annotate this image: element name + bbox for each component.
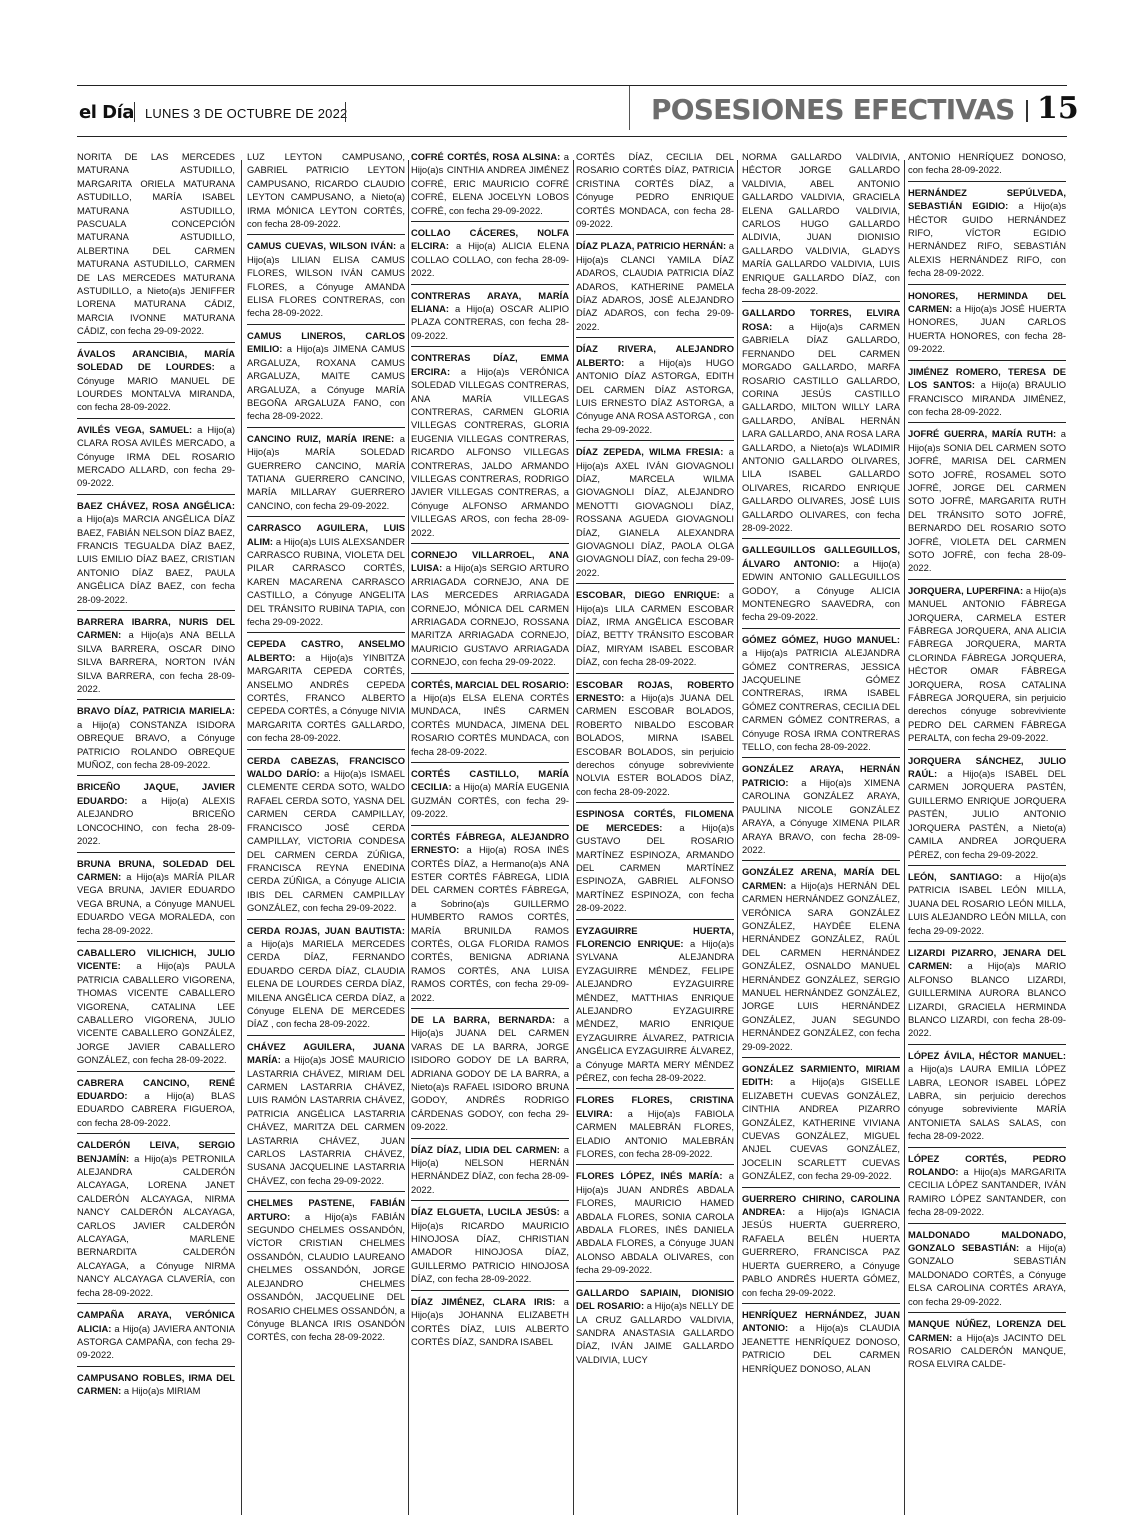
- decedent-name: BRAVO DÍAZ, PATRICIA MARIELA:: [77, 705, 235, 717]
- decedent-name: CONTRERAS ARAYA, MARÍA ELIANA:: [411, 289, 569, 315]
- notice-text: a Hijo(a)s XIMENA CAROLINA GONZÁLEZ ARAYA, PAULINA NICOLE GONZÁLEZ ARAYA, a Cónyuge XIMENA PILAR ARAYA BRAVO, con fecha 28-09-2022.: [742, 776, 900, 855]
- notice-text: a Hijo(a)s JUANA DEL CARMEN VARAS DE LA BARRA, JORGE ISIDORO GODOY DE LA BARRA, ADRIANA GODOY DE LA BARRA, a Nieto(a)s RAFAEL ISIDORO BRUNA GODOY, ANDRÉS RODRIGO CÁRDENAS GODOY, con fecha 29-09-2022.: [411, 1013, 569, 1133]
- notice-text: a Hijo(a)s VERÓNICA SOLEDAD VILLEGAS CONTRERAS, ANA MARÍA VILLEGAS CONTRERAS, CARMEN GLORIA VILLEGAS CONTRERAS, GLORIA EUGENIA VILLEGAS CONTRERAS, RICARDO ALFONSO VILLEGAS CONTRERAS, JALDO ARMANDO VILLEGAS CONTRERAS, RODRIGO JAVIER VILLEGAS CONTRERAS, a Cónyuge ALFONSO ARMANDO VILLEGAS AROS, con fecha 28-09-2022.: [411, 365, 569, 538]
- notice-entry: [411, 548, 569, 674]
- decedent-name: MANQUE NÚÑEZ, LORENZA DEL CARMEN:: [908, 1318, 1066, 1343]
- notice-text: a Hijo(a)s MIRIAM: [121, 1385, 201, 1397]
- notice-text: a Hijo(a)s MARIELA MERCEDES CERDA DÍAZ, FERNANDO EDUARDO CERDA DÍAZ, CLAUDIA ELENA DE LOURDES CERDA DÍAZ, MILENA ANGÉLICA CERDA DÍAZ, a Cónyuge ELENA DE MERCEDES DÍAZ , con fecha 28-09-2022.: [247, 937, 405, 1030]
- decedent-name: JORQUERA, LUPERFINA:: [908, 584, 1024, 596]
- notice-entry: [742, 150, 900, 302]
- notice-entry: [77, 615, 235, 700]
- notice-entry: [576, 924, 734, 1090]
- notice-text: a Hijo(a)s ISMAEL CLEMENTE CERDA SOTO, WALDO RAFAEL CERDA SOTO, YASNA DEL CARMEN CERDA CAMPILLAY, FRANCISCO JOSÉ CERDA CAMPILLAY, VICTORIA CONDESA DEL CARMEN CERDA ZÚÑIGA, FRANCISCA REYNA ENEDINA CERDA ZÚÑIGA, a Cónyuge ALICIA IBIS DEL CARMEN CAMPILLAY GONZÁLEZ, con fecha 29-09-2022.: [247, 768, 405, 914]
- notice-text: NORMA GALLARDO VALDIVIA, HÉCTOR JORGE GALLARDO VALDIVIA, ABEL ANTONIO GALLARDO VALDIVIA, GRACIELA ELENA GALLARDO VALDIVIA, CARLOS HUGO GALLARDO ALDIVIA, JUAN DIONISIO GALLARDO VALDIVIA, GLADYS MARÍA GALLARDO VALDIVIA, LUIS ENRIQUE GALLARDO DÍAZ, con fecha 28-09-2022.: [742, 151, 900, 297]
- column-rule: [573, 160, 574, 1515]
- page-header: [77, 90, 1079, 134]
- notice-entry: [908, 584, 1066, 750]
- notice-entry: [77, 150, 235, 343]
- decedent-name: CERDA ROJAS, JUAN BAUTISTA:: [247, 924, 405, 936]
- notice-entry: [576, 678, 734, 804]
- notice-entry: [411, 1295, 569, 1353]
- decedent-name: ESPINOSA CORTÉS, FILOMENA DE MERCEDES:: [576, 808, 734, 833]
- notice-text: a Hijo(a)s JOHANNA ELIZABETH CORTÉS DÍAZ, LUIS ALBERTO CORTÉS DÍAZ, SANDRA ISABEL: [411, 1295, 569, 1347]
- notice-text: a Hijo(a)s LAURA EMILIA LÓPEZ LABRA, LEONOR ISABEL LÓPEZ LABRA, sin perjuicio derechos cónyuge sobreviviente MARÍA ANTONIETA SALAS SALAS, con fecha 28-09-2022.: [908, 1063, 1066, 1142]
- decedent-name: BARRERA IBARRA, NURIS DEL CARMEN:: [77, 616, 235, 641]
- notice-entry: [742, 1192, 900, 1304]
- notice-text: a Hijo(a)s JACINTO DEL ROSARIO CALDERÓN MANQUE, ROSA ELVIRA CALDE-: [908, 1331, 1066, 1370]
- notice-entry: [247, 521, 405, 633]
- decedent-name: BAEZ CHÁVEZ, ROSA ANGÉLICA:: [77, 499, 235, 511]
- notice-text: CORTÉS DÍAZ, CECILIA DEL ROSARIO CORTÉS DÍAZ, PATRICIA CRISTINA CORTÉS DÍAZ, a Cónyuge PEDRO ENRIQUE CORTÉS MONDACA, con fecha 28-09-2022.: [576, 151, 734, 230]
- notice-text: a Hijo(a)s SERGIO ARTURO ARRIAGADA CORNEJO, ANA DE LAS MERCEDES ARRIAGADA CORNEJO, MÓNICA DEL CARMEN ARRIAGADA CORNEJO, ROSSANA MARITZA ARRIAGADA CORNEJO, MAURICIO GUSTAVO ARRIAGADA CORNEJO, con fecha 29-09-2022.: [411, 562, 569, 668]
- notice-text: a Hijo(a) ALICIA ELENA COLLAO COLLAO, con fecha 28-09-2022.: [411, 240, 569, 279]
- decedent-name: DÍAZ ELGUETA, LUCILA JESÚS:: [411, 1206, 560, 1218]
- decedent-name: LÓPEZ ÁVILA, HÉCTOR MANUEL:: [908, 1049, 1066, 1061]
- notice-entry: [247, 329, 405, 428]
- notice-entry: [247, 150, 405, 235]
- decedent-name: CAMPAÑA ARAYA, VERÓNICA ALICIA:: [77, 1309, 235, 1334]
- column-6: [908, 150, 1066, 1520]
- decedent-name: CORTÉS FÁBREGA, ALEJANDRO ERNESTO:: [411, 830, 569, 856]
- notice-entry: [247, 1040, 405, 1192]
- decedent-name: GONZÁLEZ ARENA, MARÍA DEL CARMEN:: [742, 866, 900, 891]
- notice-text: a Hijo(a)s CLAUDIA JEANETTE HENRÍQUEZ DONOSO, PATRICIO DEL CARMEN HENRÍQUEZ DONOSO, ALAN: [742, 1322, 900, 1374]
- issue-date: LUNES 3 DE OCTUBRE DE 2022: [145, 106, 348, 121]
- notice-entry: [247, 432, 405, 517]
- notice-text: a Hijo(a) ROSA INÉS CORTÉS DÍAZ, a Hermano(a)s ANA ESTER CORTÉS FÁBREGA, LIDIA DEL CARMEN CORTÉS FÁBREGA, a Sobrino(a)s GUILLERMO HUMBERTO RAMOS CORTÉS, MARÍA BRUNILDA RAMOS CORTÉS, OLGA FLORIDA RAMOS CORTÉS, BENIGNA ADRIANA RAMOS CORTÉS, ANA LUISA RAMOS CORTÉS, con fecha 29-09-2022.: [411, 844, 569, 1003]
- decedent-name: CORNEJO VILLARROEL, ANA LUISA:: [411, 548, 569, 574]
- notice-entry: [576, 150, 734, 235]
- notice-text: a Hijo(a)s JIMENA CAMUS ARGALUZA, ROXANA CAMUS ARGALUZA, MAITE CAMUS ARGALUZA, a Cónyuge MARÍA BEGOÑA ARGALUZA FANO, con fecha 28-09-2022.: [247, 343, 405, 422]
- notice-text: a Hijo(a)s FABIOLA CARMEN MALEBRÁN FLORES, ELADIO ANTONIO MALEBRÁN FLORES, con fecha 28-09-2022.: [576, 1107, 734, 1160]
- notice-entry: [77, 347, 235, 419]
- notice-entry: [77, 780, 235, 852]
- notice-entry: [908, 289, 1066, 361]
- decedent-name: CHELMES PASTENE, FABIÁN ARTURO:: [247, 1197, 405, 1222]
- decedent-name: CORTÉS, MARCIAL DEL ROSARIO:: [411, 678, 569, 690]
- notice-text: a Hijo(a)s PETRONILA ALEJANDRA CALDERÓN ALCAYAGA, LORENA JANET CALDERÓN ALCAYAGA, NIRMA NANCY CALDERÓN ALCAYAGA, CARLOS JAVIER CALDERÓN ALCAYAGA, MARLENE BERNARDITA CALDERÓN ALCAYAGA, a Cónyuge NIRMA NANCY ALCAYAGA CLAVERÍA, con fecha 28-09-2022.: [77, 1152, 235, 1298]
- notice-entry: [411, 150, 569, 222]
- column-2: [247, 150, 405, 1520]
- notice-entry: [77, 1308, 235, 1367]
- notice-text: a Hijo(a) MARÍA EUGENIA GUZMÁN CORTÉS, con fecha 29- 09-2022.: [411, 781, 569, 820]
- notice-text: a Hijo(a) JAVIERA ANTONIA ASTORGA CAMPAÑA, con fecha 29-09-2022.: [77, 1322, 235, 1361]
- notice-text: a Hijo(a)s PATRICIA ISABEL LEÓN MILLA, JUANA DEL ROSARIO LEÓN MILLA, LUIS ALEJANDRO LEÓN MILLA, con fecha 29-09-2022.: [908, 870, 1066, 936]
- notice-entry: [411, 1205, 569, 1290]
- notice-entry: [742, 762, 900, 861]
- decedent-name: DE LA BARRA, BERNARDA:: [411, 1013, 556, 1025]
- decedent-name: LEÓN, SANTIAGO:: [908, 870, 1003, 882]
- decedent-name: FLORES LÓPEZ, INÉS MARÍA:: [576, 1170, 723, 1182]
- decedent-name: GUERRERO CHIRINO, CAROLINA ANDREA:: [742, 1192, 900, 1218]
- decedent-name: CAMUS CUEVAS, WILSON IVÁN:: [247, 240, 397, 252]
- notice-entry: [411, 830, 569, 1009]
- decedent-name: CAMPUSANO ROBLES, IRMA DEL CARMEN:: [77, 1371, 235, 1397]
- notice-entry: [576, 807, 734, 919]
- notice-text: a Hijo(a)s GUSTAVO DEL ROSARIO MARTÍNEZ ESPINOZA, ARMANDO DEL CARMEN MARTÍNEZ ESPINOZA, GABRIEL ALFONSO MARTÍNEZ ESPINOZA, con fecha 28-09-2022.: [576, 821, 734, 914]
- column-1: [77, 150, 235, 1520]
- notice-text: a Hijo(a)s SONIA DEL CARMEN SOTO JOFRÉ, MARISA DEL CARMEN SOTO JOFRÉ, ROSAMEL SOTO JOFRÉ, JORGE DEL CARMEN SOTO JOFRÉ, MARGARITA RUTH DEL TRÁNSITO SOTO JOFRÉ, BERNARDO DEL ROSARIO SOTO JOFRÉ, VIOLETA DEL CARMEN SOTO JOFRÉ, con fecha 28-09-2022.: [908, 428, 1066, 574]
- notice-entry: [742, 1308, 900, 1379]
- column-4: [576, 150, 734, 1520]
- decedent-name: EYZAGUIRRE HUERTA, FLORENCIO ENRIQUE:: [576, 924, 734, 949]
- notice-text: a Hijo(a)s JUANA DEL CARMEN ESCOBAR BOLADOS, ROBERTO NIBALDO ESCOBAR BOLADOS, MIRNA ISABEL ESCOBAR BOLADOS, sin perjuicio derechos cónyuge sobreviviente NOLVIA ESTER BOLADOS DÍAZ, con fecha 28-09-2022.: [576, 692, 734, 797]
- decedent-name: FLORES FLORES, CRISTINA ELVIRA:: [576, 1094, 734, 1119]
- notice-text: a Hijo(a) EDWIN ANTONIO GALLEGUILLOS GODOY, a Cónyuge ALICIA MONTENEGRO SAAVEDRA, con fecha 29-09-2022.: [742, 557, 900, 623]
- notice-entry: [247, 754, 405, 920]
- notice-entry: [908, 1228, 1066, 1313]
- notice-text: a Hijo(a)s MARÍA SOLEDAD GUERRERO CANCINO, MARÍA TATIANA GUERRERO CANCINO, MARÍA MILLARAY GUERRERO CANCINO, con fecha 29-09-2022.: [247, 432, 405, 511]
- column-3: [411, 150, 569, 1520]
- decedent-name: CANCINO RUIZ, MARÍA IRENE:: [247, 432, 395, 444]
- notice-entry: [908, 150, 1066, 182]
- decedent-name: LÓPEZ CORTÉS, PEDRO ROLANDO:: [908, 1152, 1066, 1178]
- notice-entry: [411, 351, 569, 544]
- header-rule: [77, 136, 1067, 137]
- decedent-name: ESCOBAR, DIEGO ENRIQUE:: [576, 589, 720, 601]
- notice-entry: [77, 704, 235, 776]
- decedent-name: LIZARDI PIZARRO, JENARA DEL CARMEN:: [908, 946, 1066, 972]
- decedent-name: ESCOBAR ROJAS, ROBERTO ERNESTO:: [576, 678, 734, 704]
- decedent-name: AVILÉS VEGA, SAMUEL:: [77, 423, 193, 435]
- notice-entry: [77, 423, 235, 495]
- newspaper-logo: el Día: [79, 102, 134, 123]
- notice-text: a Hijo(a)s JUAN ANDRÉS ABDALA FLORES, MAURICIO HAMED ABDALA FLORES, SONIA CAROLA ABDALA FLORES, INÉS DANIELA ABDALA FLORES, a Cónyuge JUAN ALONSO ABDALA OLIVARES, con fecha 29-09-2022.: [576, 1170, 734, 1276]
- decedent-name: GONZÁLEZ SARMIENTO, MIRIAM EDITH:: [742, 1063, 900, 1088]
- decedent-name: CARRASCO AGUILERA, LUIS ALIM:: [247, 522, 405, 547]
- decedent-name: CABALLERO VILICHICH, JULIO VICENTE:: [77, 946, 235, 972]
- notice-entry: [411, 678, 569, 763]
- notice-entry: [77, 499, 235, 611]
- notice-entry: [908, 427, 1066, 579]
- notice-text: a Hijo(a)s FABIÁN SEGUNDO CHELMES OSSANDÓN, VÍCTOR CRISTIAN CHELMES OSSANDÓN, CLAUDIO LAUREANO CHELMES OSSANDÓN, JORGE ALEJANDRO CHELMES OSSANDÓN, JACQUELINE DEL ROSARIO CHELMES OSSANDÓN, a Cónyuge BLANCA IRIS OSANDÓN CORTÉS, con fecha 28-09-2022.: [247, 1210, 405, 1343]
- notice-text: a Hijo(a)s MARÍA PILAR VEGA BRUNA, JAVIER EDUARDO VEGA BRUNA, a Cónyuge MANUEL EDUARDO VEGA MORALEDA, con fecha 28-09-2022.: [77, 870, 235, 936]
- decedent-name: MALDONADO MALDONADO, GONZALO SEBASTIÁN:: [908, 1228, 1066, 1254]
- notice-entry: [247, 637, 405, 749]
- notice-text: a Hijo(a)s LILIAN ELISA CAMUS FLORES, WILSON IVÁN CAMUS FLORES, a Cónyuge AMANDA ELISA FLORES CONTRERAS, con fecha 28-09-2022.: [247, 240, 405, 319]
- notice-text: a Hijo(a) OSCAR ALIPIO PLAZA CONTRERAS, con fecha 28-09-2022.: [411, 303, 569, 341]
- decedent-name: GALLARDO SAPIAIN, DIONISIO DEL ROSARIO:: [576, 1286, 734, 1312]
- notice-text: a Hijo(a)s CLANCI YAMILA DÍAZ ADAROS, CLAUDIA PATRICIA DÍAZ ADAROS, KATHERINE PAMELA DÍAZ ADAROS, JOSÉ ALEJANDRO DÍAZ ADAROS, con fecha 29-09-2022.: [576, 240, 734, 332]
- notice-entry: [247, 239, 405, 324]
- page-number-separator: [1026, 100, 1028, 122]
- notice-text: a Hijo(a)s GISELLE ELIZABETH CUEVAS GONZÁLEZ, CINTHIA ANDREA PIZARRO GONZÁLEZ, KATHERINE VIVIANA CUEVAS GONZÁLEZ, MIGUEL ANJEL CUEVAS GONZÁLEZ, JOCELIN SCARLETT CUEVAS GONZÁLEZ, con fecha 29-09-2022.: [742, 1076, 900, 1182]
- notice-text: a Hijo(a) CLARA ROSA AVILÉS MERCADO, a Cónyuge IRMA DEL ROSARIO MERCADO ALLARD, con fecha 29-09-2022.: [77, 423, 235, 489]
- column-rule: [241, 160, 242, 1515]
- notice-entry: [411, 1143, 569, 1202]
- decedent-name: CONTRERAS DÍAZ, EMMA ERCIRA:: [411, 352, 569, 377]
- decedent-name: JORQUERA SÁNCHEZ, JULIO RAÚL:: [908, 754, 1066, 780]
- notice-entry: [411, 226, 569, 285]
- notice-text: a Hijo(a) ALEXIS ALEJANDRO BRICEÑO LONCOCHINO, con fecha 28-09-2022.: [77, 794, 235, 847]
- decedent-name: JOFRÉ GUERRA, MARÍA RUTH:: [908, 428, 1057, 440]
- notice-text: a Hijo(a)s MARCIA ANGÉLICA DÍAZ BAEZ, FABIÁN NELSON DÍAZ BAEZ, FRANCIS TEGUALDA DÍAZ BAEZ, LUIS EMILIO DÍAZ BAEZ, CRISTIAN ANTONIO DÍAZ BAEZ, PAULA ANGÉLICA DÍAZ BAEZ, con fecha 28-09-2022.: [77, 513, 235, 605]
- notice-entry: [411, 1013, 569, 1139]
- header-divider: [629, 86, 630, 130]
- notice-entry: [908, 186, 1066, 285]
- notice-entry: [247, 1196, 405, 1347]
- decedent-name: CAMUS LINEROS, CARLOS EMILIO:: [247, 329, 405, 355]
- notice-entry: [742, 633, 900, 759]
- notice-text: a Hijo(a)s NELLY DE LA CRUZ GALLARDO VALDIVIA, SANDRA ANASTASIA GALLARDO DÍAZ, IVÁN JAIME GALLARDO VALDIVIA, LUCY: [576, 1300, 734, 1365]
- notice-entry: [576, 1093, 734, 1165]
- notice-entry: [742, 306, 900, 539]
- notice-text: a Hijo(a)s MARIO ALFONSO BLANCO LIZARDI, GUILLERMINA AURORA BLANCO LIZARDI, GRACIELA HERMINDA BLANCO LIZARDI, con fecha 28-09-2022.: [908, 960, 1066, 1039]
- decedent-name: GALLARDO TORRES, ELVIRA ROSA:: [742, 307, 900, 332]
- notice-text: NORITA DE LAS MERCEDES MATURANA ASTUDILLO, MARGARITA ORIELA MATURANA ASTUDILLO, MARÍA ISABEL MATURANA ASTUDILLO, PASCUALA CONCEPCIÓN MATURANA ASTUDILLO, ALBERTINA DEL CARMEN MATURANA ASTUDILLO, CARMEN DE LAS MERCEDES MATURANA ASTUDILLO, a Nieto(a)s JENIFFER LORENA MATURANA CÁDIZ, MARCIA IVONNE MATURANA CÁDIZ, con fecha 29-09-2022.: [77, 151, 235, 337]
- decedent-name: COFRÉ CORTÉS, ROSA ALSINA:: [411, 151, 561, 162]
- notice-text: a Hijo(a)s ELSA ELENA CORTÉS MUNDACA, INÉS CARMEN CORTÉS MUNDACA, JIMENA DEL ROSARIO CORTÉS MUNDACA, con fecha 28-09-2022.: [411, 692, 569, 757]
- decedent-name: ÁVALOS ARANCIBIA, MARÍA SOLEDAD DE LOURDES:: [77, 347, 235, 373]
- notice-text: a Hijo(a) GONZALO SEBASTIÁN MALDONADO CORTÉS, a Cónyuge ELSA CAROLINA CORTÉS ARAYA, con fecha 29-09-2022.: [908, 1242, 1066, 1307]
- notice-text: a Hijo(a)s MANUEL ANTONIO FÁBREGA JORQUERA, CARMELA ESTER FÁBREGA JORQUERA, ANA ALICIA FÁBREGA JORQUERA, MARTA CLORINDA FÁBREGA JORQUERA, HÉCTOR OMAR FÁBREGA JORQUERA, ROSA CATALINA FÁBREGA JORQUERA, sin perjuicio derechos cónyuge sobreviviente PEDRO DEL CARMEN FÁBREGA PERALTA, con fecha 29-09-2022.: [908, 584, 1066, 744]
- notice-entry: [247, 924, 405, 1036]
- decedent-name: CABRERA CANCINO, RENÉ EDUARDO:: [77, 1076, 235, 1101]
- notice-entry: [77, 1371, 235, 1402]
- notice-entry: [411, 767, 569, 826]
- notice-text: a Hijo(a)s MARGARITA CECILIA LÓPEZ SANTANDER, IVÁN RAMIRO LÓPEZ SANTANDER, con fecha 28-09-2022.: [908, 1166, 1066, 1218]
- notice-entry: [77, 946, 235, 1072]
- notice-entry: [742, 543, 900, 628]
- section-title: POSESIONES EFECTIVAS: [651, 93, 1015, 126]
- notice-text: a Hijo(a)s LILA CARMEN ESCOBAR DÍAZ, IRMA ANGÉLICA ESCOBAR DÍAZ, BETTY TRÁNSITO ESCOBAR DÍAZ, MIRYAM ISABEL ESCOBAR DÍAZ, con fecha 28-09-2022.: [576, 589, 734, 668]
- column-5: [742, 150, 900, 1520]
- notice-text: a Hijo(a)s SYLVANA ALEJANDRA EYZAGUIRRE MÉNDEZ, FELIPE ALEJANDRO EYZAGUIRRE MÉNDEZ, MATTHIAS ENRIQUE ALEJANDRO EYZAGUIRRE MÉNDEZ, MARIO ENRIQUE EYZAGUIRRE ÁLVAREZ, PATRICIA ANGÉLICA EYZAGUIRRE ÁLVAREZ, a Cónyuge MARTA MERY MÉNDEZ PÉREZ, con fecha 28-09-2022.: [576, 937, 734, 1083]
- column-rule: [904, 160, 905, 1515]
- header-separator: [134, 102, 135, 122]
- decedent-name: JIMÉNEZ ROMERO, TERESA DE LOS SANTOS:: [908, 365, 1066, 391]
- notice-text: a Hijo(a) BLAS EDUARDO CABRERA FIGUEROA, con fecha 28-09-2022.: [77, 1090, 235, 1128]
- decedent-name: DÍAZ JIMÉNEZ, CLARA IRIS:: [411, 1295, 556, 1307]
- decedent-name: BRICEÑO JAQUE, JAVIER EDUARDO:: [77, 781, 235, 806]
- header-separator: [345, 102, 346, 122]
- notice-entry: [908, 1049, 1066, 1148]
- notice-text: a Hijo(a)s IGNACIA JESÚS HUERTA GUERRERO, RAFAELA BELÉN HUERTA GUERRERO, FRANCISCA PAZ HUERTA GUERRERO, a Cónyuge PABLO ANDRÉS HUERTA GÓMEZ, con fecha 29-09-2022.: [742, 1206, 900, 1298]
- notice-entry: [908, 870, 1066, 942]
- notice-text: a Hijo(a)s CARMEN GABRIELA DÍAZ GALLARDO, FERNANDO DEL CARMEN MORGADO GALLARDO, MARFA ROSARIO CASTILLO GALLARDO, CORINA JESÚS CASTILLO GALLARDO, MILTON WILLY LARA GALLARDO, ANÍBAL HERNÁN LARA GALLARDO, ANA ROSA LARA GALLARDO, a Nieto(a)s WLADIMIR ANTONIO GALLARDO OLIVARES, LILA ISABEL GALLARDO OLIVARES, RICARDO ENRIQUE GALLARDO OLIVARES, JOSÉ LUIS GALLARDO OLIVARES, con fecha 28-09-2022.: [742, 320, 900, 533]
- notice-text: a Hijo(a)s CINTHIA ANDREA JIMÉNEZ COFRÉ, ERIC MAURICIO COFRÉ COFRÉ, ELENA JOCELYN LOBOS COFRÉ, con fecha 29-09-2022.: [411, 151, 569, 216]
- notice-entry: [742, 865, 900, 1058]
- notice-text: a Hijo(a)s JOSÉ HUERTA HONORES, JUAN CARLOS HUERTA HONORES, con fecha 28-09-2022.: [908, 303, 1066, 355]
- notice-entry: [908, 754, 1066, 866]
- notice-entry: [77, 857, 235, 942]
- decedent-name: HERNÁNDEZ SEPÚLVEDA, SEBASTIÁN EGIDIO:: [908, 186, 1066, 212]
- notice-entry: [576, 342, 734, 441]
- notice-text: a Hijo(a)s RICARDO MAURICIO HINOJOSA DÍAZ, CHRISTIAN AMADOR HINOJOSA DÍAZ, GUILLERMO PATRICIO HINOJOSA DÍAZ, con fecha 28-09-2022.: [411, 1206, 569, 1285]
- notice-text: a Hijo(a)s HUGO ANTONIO DÍAZ ASTORGA, EDITH DEL CARMEN DÍAZ ASTORGA, LUIS ERNESTO DÍAZ ASTORGA, a Cónyuge ANA ROSA ASTORGA , con fecha 29-09-2022.: [576, 356, 734, 435]
- notice-entry: [908, 946, 1066, 1045]
- decedent-name: CHÁVEZ AGUILERA, JUANA MARÍA:: [247, 1040, 405, 1066]
- column-rule: [408, 160, 409, 1515]
- notice-text: a Cónyuge MARIO MANUEL DE LOURDES MONTALVA MIRANDA, con fecha 28-09-2022.: [77, 361, 235, 413]
- decedent-name: COLLAO CÁCERES, NOLFA ELCIRA:: [411, 227, 569, 252]
- decedent-name: CERDA CABEZAS, FRANCISCO WALDO DARÍO:: [247, 754, 405, 780]
- notice-text: a Hijo(a)s ISABEL DEL CARMEN JORQUERA PASTÉN, GUILLERMO ENRIQUE JORQUERA PASTÉN, JULIO ANTONIO JORQUERA PASTÉN, a Nieto(a) CAMILA ANDREA JORQUERA PÉREZ, con fecha 29-09-2022.: [908, 768, 1066, 860]
- notice-entry: [576, 445, 734, 584]
- notice-text: a Hijo(a)s AXEL IVÁN GIOVAGNOLI DÍAZ, MARCELA WILMA GIOVAGNOLI DÍAZ, ALEJANDRO MENOTTI GIOVAGNOLI DÍAZ, ROSSANA AGUEDA GIOVAGNOLI DÍAZ, GIANELA ALEXANDRA GIOVAGNOLI DÍAZ, PAOLA OLGA GIOVAGNOLI DÍAZ, con fecha 29-09-2022.: [576, 446, 734, 578]
- notice-entry: [576, 239, 734, 338]
- decedent-name: CEPEDA CASTRO, ANSELMO ALBERTO:: [247, 638, 405, 663]
- decedent-name: DÍAZ ZEPEDA, WILMA FRESIA:: [576, 446, 724, 458]
- notice-entry: [77, 1076, 235, 1135]
- notice-entry: [908, 1317, 1066, 1375]
- notice-entry: [576, 1169, 734, 1281]
- page-number: 15: [1037, 91, 1079, 126]
- notice-text: a Hijo(a)s PAULA PATRICIA CABALLERO VIGORENA, THOMAS VICENTE CABALLERO VIGORENA, CATALINA LEE CABALLERO VIGORENA, JULIO VICENTE CABALLERO GONZÁLEZ, JORGE JAVIER CABALLERO GONZÁLEZ, con fecha 28-09-2022.: [77, 960, 235, 1066]
- notice-entry: [908, 1152, 1066, 1224]
- notice-text: a Hijo(a)s HERNÁN DEL CARMEN HERNÁNDEZ GONZÁLEZ, VERÓNICA SARA GONZÁLEZ GONZÁLEZ, HAYDÉE ELENA HERNÁNDEZ GONZÁLEZ, RAÚL DEL CARMEN HERNÁNDEZ GONZÁLEZ, OSNALDO MANUEL HERNÁNDEZ GONZÁLEZ, SERGIO MANUEL HERNÁNDEZ GONZÁLEZ, JORGE LUIS HERNÁNDEZ GONZÁLEZ, JUAN SEGUNDO HERNÁNDEZ GONZÁLEZ, con fecha 29-09-2022.: [742, 879, 900, 1052]
- notice-text: a Hijo(a)s YINBITZA MARGARITA CEPEDA CORTÉS, ANSELMO ANDRÉS CEPEDA CORTÉS, FRANCO ALBERTO CEPEDA CORTÉS, a Cónyuge NIVIA MARGARITA CORTÉS GALLARDO, con fecha 28-09-2022.: [247, 651, 405, 744]
- notice-entry: [77, 1138, 235, 1304]
- top-rule: [77, 85, 1067, 86]
- column-rule: [737, 160, 738, 1515]
- decedent-name: BRUNA BRUNA, SOLEDAD DEL CARMEN:: [77, 857, 235, 882]
- notice-text: a Hijo(a)s HÉCTOR GUIDO HERNÁNDEZ RIFO, VÍCTOR EGIDIO HERNÁNDEZ RIFO, SEBASTIÁN ALEXIS HERNÁNDEZ RIFO, con fecha 28-09-2022.: [908, 200, 1066, 279]
- decedent-name: CORTÉS CASTILLO, MARÍA CECILIA:: [411, 768, 569, 793]
- decedent-name: DÍAZ PLAZA, PATRICIO HERNÁN:: [576, 240, 727, 252]
- notice-entry: [576, 588, 734, 673]
- decedent-name: GONZÁLEZ ARAYA, HERNÁN PATRICIO:: [742, 763, 900, 788]
- notice-entry: [411, 289, 569, 348]
- decedent-name: GÓMEZ GÓMEZ, HUGO MANUEL:: [742, 633, 900, 645]
- decedent-name: CALDERÓN LEIVA, SERGIO BENJAMÍN:: [77, 1139, 235, 1164]
- notice-text: a Hijo(a) BRAULIO FRANCISCO MIRANDA JIMÉNEZ, con fecha 28-09-2022.: [908, 379, 1066, 417]
- notice-text: a Hijo(a)s ANA BELLA SILVA BARRERA, OSCAR DINO SILVA BARRERA, NORTON IVÁN SILVA BARRERA, con fecha 28-09-2022.: [77, 629, 235, 695]
- notice-text: a Hijo(a)s LUIS ALEXSANDER CARRASCO RUBINA, VIOLETA DEL PILAR CARRASCO CORTÉS, KAREN MACARENA CARRASCO CASTILLO, a Cónyuge ANGELITA DEL TRÁNSITO RUBINA TAPIA, con fecha 29-09-2022.: [247, 535, 405, 627]
- notice-entry: [908, 365, 1066, 424]
- decedent-name: HONORES, HERMINDA DEL CARMEN:: [908, 289, 1066, 315]
- notice-entry: [576, 1286, 734, 1370]
- notice-columns: [77, 150, 1067, 1520]
- decedent-name: DÍAZ RIVERA, ALEJANDRO ALBERTO:: [576, 343, 734, 368]
- notice-text: LUZ LEYTON CAMPUSANO, GABRIEL PATRICIO LEYTON CAMPUSANO, RICARDO CLAUDIO LEYTON CAMPUSANO, a Nieto(a) IRMA MÓNICA LEYTON CORTÉS, con fecha 28-09-2022.: [247, 151, 405, 230]
- notice-text: ANTONIO HENRÍQUEZ DONOSO, con fecha 28-09-2022.: [908, 151, 1066, 176]
- notice-text: a Hijo(a) CONSTANZA ISIDORA OBREQUE BRAVO, a Cónyuge PATRICIO ROLANDO OBREQUE MUÑOZ, con fecha 28-09-2022.: [77, 718, 235, 771]
- decedent-name: HENRÍQUEZ HERNÁNDEZ, JUAN ANTONIO:: [742, 1308, 900, 1334]
- notice-entry: [742, 1062, 900, 1188]
- notice-text: a Hijo(a) NELSON HERNÁN HERNÁNDEZ DÍAZ, con fecha 28-09-2022.: [411, 1143, 569, 1195]
- decedent-name: GALLEGUILLOS GALLEGUILLOS, ÁLVARO ANTONIO:: [742, 544, 900, 569]
- decedent-name: DÍAZ DÍAZ, LIDIA DEL CARMEN:: [411, 1143, 560, 1155]
- notice-text: a Hijo(a)s PATRICIA ALEJANDRA GÓMEZ CONTRERAS, JESSICA JACQUELINE GÓMEZ CONTRERAS, IRMA ISABEL GÓMEZ CONTRERAS, CECILIA DEL CARMEN GÓMEZ CONTRERAS, a Cónyuge ROSA IRMA CONTRERAS TELLO, con fecha 28-09-2022.: [742, 647, 900, 753]
- notice-text: a Hijo(a)s JOSÉ MAURICIO LASTARRIA CHÁVEZ, MIRIAM DEL CARMEN LASTARRIA CHÁVEZ, LUIS RAMÓN LASTARRIA CHÁVEZ, PATRICIA ANGÉLICA LASTARRIA CHÁVEZ, MARITZA DEL CARMEN LASTARRIA CHÁVEZ, JUAN CARLOS LASTARRIA CHÁVEZ, SUSANA JACQUELINE LASTARRIA CHÁVEZ, con fecha 29-09-2022.: [247, 1054, 405, 1186]
